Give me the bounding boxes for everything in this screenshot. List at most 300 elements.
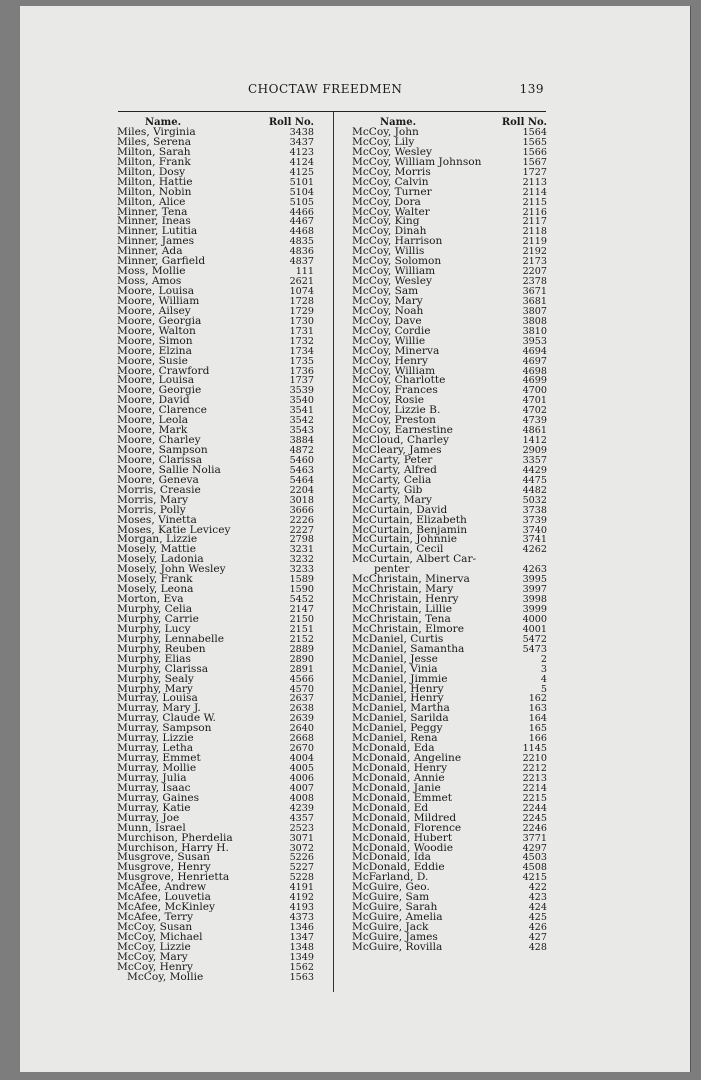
entry-roll-number: 3999 — [522, 604, 547, 615]
entry-roll-number: 4124 — [289, 156, 314, 168]
entry-name: McDonald, Ed — [352, 801, 429, 814]
entry-name: Moore, Louisa — [117, 374, 195, 387]
entry-name: McDonald, Annie — [352, 771, 445, 784]
entry-name: McDonald, Ida — [352, 851, 431, 864]
entry-name: Morgan, Lizzie — [117, 533, 198, 546]
entry-roll-number: 5228 — [289, 872, 314, 884]
entry-name: Moses, Vinetta — [117, 513, 197, 526]
entry-name: McFarland, D. — [352, 871, 429, 884]
entry-name: McCoy, Susan — [117, 921, 193, 933]
entry-name: McCoy, Solomon — [352, 255, 442, 268]
entry-roll-number: 3681 — [522, 295, 547, 307]
entry-name: McCoy, Noah — [352, 304, 424, 317]
entry-name: McCoy, William — [352, 364, 436, 377]
entry-roll-number: 3540 — [289, 395, 314, 407]
entry-roll-number: 422 — [528, 882, 547, 894]
entry-name: McDaniel, Jimmie — [352, 672, 448, 685]
entry-name: McCoy, John — [352, 126, 419, 138]
entry-roll-number: 1349 — [289, 951, 314, 963]
entry-roll-number: 426 — [528, 922, 547, 933]
entry-roll-number: 1074 — [289, 286, 314, 297]
entry-name: Moore, Sampson — [117, 444, 208, 456]
entry-name: Moore, Mark — [117, 424, 188, 437]
entry-name: McCoy, Morris — [352, 165, 431, 178]
entry-name: Minner, Tena — [117, 205, 188, 218]
entry-roll-number: 4861 — [522, 425, 547, 437]
entry-roll-number: 3771 — [522, 832, 547, 844]
entry-roll-number: 4872 — [289, 445, 314, 456]
entry-roll-number: 3810 — [522, 325, 547, 337]
entry-roll-number: 2173 — [522, 256, 547, 268]
entry-name: Musgrove, Susan — [117, 851, 210, 864]
roll-heading: Roll No. — [268, 117, 314, 128]
entry-roll-number: 111 — [295, 266, 314, 278]
entry-roll-number: 4429 — [522, 464, 547, 476]
header-rule — [118, 111, 546, 112]
entry-name: Murray, Joe — [117, 811, 180, 824]
entry-roll-number: 3738 — [522, 504, 547, 516]
entry-name: McCoy, Sam — [352, 285, 419, 297]
entry-roll-number: 2621 — [289, 276, 314, 288]
entry-roll-number: 2226 — [289, 514, 314, 526]
entry-name: McChristain, Elmore — [352, 622, 464, 635]
entry-roll-number: 3541 — [289, 405, 314, 417]
entry-roll-number: 4 — [540, 673, 547, 685]
entry-roll-number: 1564 — [522, 127, 547, 138]
entry-roll-number: 1737 — [289, 375, 314, 387]
entry-roll-number: 3741 — [522, 534, 547, 546]
entry-roll-number: 2523 — [289, 822, 314, 834]
entry-roll-number: 2147 — [289, 604, 314, 615]
entry-roll-number: 2116 — [522, 206, 547, 218]
entry-name: McCoy, King — [352, 215, 420, 228]
entry-name: Moss, Amos — [117, 275, 182, 288]
entry-name: Milton, Alice — [117, 195, 186, 208]
entry-name: McChristain, Henry — [352, 593, 459, 606]
entry-roll-number: 4005 — [289, 763, 314, 774]
entry-roll-number: 5463 — [289, 464, 314, 476]
entry-name: McChristain, Lillie — [352, 603, 452, 615]
entry-roll-number: 164 — [528, 713, 547, 725]
entry-roll-number: 4262 — [522, 544, 547, 556]
entry-roll-number: 166 — [528, 733, 547, 745]
entry-name: McCoy, Dave — [352, 314, 422, 327]
entry-roll-number: 424 — [528, 902, 547, 914]
right-column — [352, 118, 547, 953]
entry-name: McCoy, Rosie — [352, 394, 425, 407]
entry-roll-number: 4699 — [522, 375, 547, 387]
entry-roll-number: 2244 — [522, 802, 547, 814]
entry-roll-number: 4373 — [289, 912, 314, 924]
entry-name: McCoy, Minerva — [352, 344, 440, 357]
entry-name: McAfee, Terry — [117, 911, 194, 924]
entry-roll-number: 4698 — [522, 365, 547, 377]
entry-roll-number: 3437 — [289, 136, 314, 148]
entry-name: Moore, Clarissa — [117, 453, 203, 466]
entry-roll-number: 1566 — [522, 146, 547, 158]
entry-name: McCoy, Mary — [352, 294, 423, 307]
entry-name: McCloud, Charley — [352, 434, 449, 447]
entry-name: Murray, Louisa — [117, 692, 198, 705]
entry-roll-number: 4123 — [289, 146, 314, 158]
entry-roll-number: 1590 — [289, 584, 314, 596]
entry-roll-number: 2115 — [522, 196, 547, 208]
entry-roll-number: 1734 — [289, 345, 314, 357]
entry-name: McDonald, Mildred — [352, 811, 457, 824]
entry-roll-number: 4467 — [289, 216, 314, 228]
entry-roll-number: 4239 — [289, 802, 314, 814]
entry-name: McCarty, Gib — [352, 483, 423, 496]
entry-name: McDaniel, Vinia — [352, 662, 438, 675]
entry-name: McCurtain, Albert Car- — [352, 553, 477, 566]
entry-name: McCoy, Calvin — [352, 175, 429, 188]
entry-roll-number: 4694 — [522, 345, 547, 357]
entry-name: Murphy, Celia — [117, 603, 193, 615]
entry-name: McDonald, Eda — [352, 742, 435, 755]
entry-name: Mosely, Ladonia — [117, 553, 204, 566]
entry-roll-number: 5105 — [289, 196, 314, 208]
entry-name: Murphy, Carrie — [117, 612, 199, 625]
entry-roll-number: 4192 — [289, 892, 314, 904]
entry-roll-number: 1731 — [289, 325, 314, 337]
entry-roll-number: 5452 — [289, 594, 314, 606]
entry-roll-number: 2 — [540, 653, 547, 665]
entry-roll-number: 5104 — [289, 186, 314, 198]
entry-name: McCoy, Harrison — [352, 235, 443, 248]
entry-roll-number: 4508 — [522, 862, 547, 874]
entry-name: Murphy, Lucy — [117, 622, 191, 635]
entry-roll-number: 4193 — [289, 902, 314, 914]
entry-roll-number: 2214 — [522, 782, 547, 794]
entry-name: Moore, Leola — [117, 414, 189, 427]
left-entries — [117, 128, 314, 983]
entry-roll-number: 1735 — [289, 355, 314, 367]
entry-name: Minner, Garfield — [117, 255, 206, 268]
entry-roll-number: 3543 — [289, 425, 314, 437]
entry-roll-number: 2638 — [289, 703, 314, 715]
entry-roll-number: 3995 — [522, 574, 547, 586]
entry-name: Moore, Georgie — [117, 384, 202, 397]
entry-roll-number: 2378 — [522, 276, 547, 288]
entry-name: McCurtain, Johnnie — [352, 533, 458, 546]
entry-name: Murray, Lizzie — [117, 732, 194, 745]
entry-roll-number: 3666 — [289, 504, 314, 516]
entry-name: Morton, Eva — [117, 593, 184, 606]
entry-roll-number: 4297 — [522, 842, 547, 854]
entry-name: Moore, Geneva — [117, 473, 199, 486]
entry-roll-number: 3018 — [289, 494, 314, 506]
entry-roll-number: 1728 — [289, 295, 314, 307]
entry-name: McCoy, Charlotte — [352, 374, 446, 387]
entry-name: McAfee, Louvetia — [117, 891, 211, 904]
entry-roll-number: 4468 — [289, 226, 314, 238]
entry-roll-number: 4007 — [289, 782, 314, 794]
entry-roll-number: 2798 — [289, 534, 314, 546]
entry-name: Murphy, Reuben — [117, 642, 206, 655]
entry-name: Milton, Sarah — [117, 145, 191, 158]
entry-name: Moore, Ailsey — [117, 304, 191, 317]
entry-name: McChristain, Tena — [352, 612, 451, 625]
entry-roll-number: 2245 — [522, 812, 547, 824]
entry-roll-number: 4125 — [289, 166, 314, 178]
entry-name: McDonald, Florence — [352, 821, 462, 834]
entry-roll-number: 5464 — [289, 474, 314, 486]
entry-name: Murray, Mary J. — [117, 702, 201, 715]
entry-roll-number: 4835 — [289, 236, 314, 248]
entry-roll-number: 5 — [540, 683, 547, 695]
entry-roll-number: 4357 — [289, 812, 314, 824]
entry-roll-number: 2113 — [522, 176, 547, 188]
entry-roll-number: 2891 — [289, 663, 314, 675]
entry-roll-number: 2118 — [522, 226, 547, 238]
entry-name: McCoy, Willie — [352, 334, 426, 347]
entry-name: McCoy, Michael — [117, 930, 203, 943]
entry-roll-number: 3997 — [522, 584, 547, 596]
entry-name: McCurtain, David — [352, 503, 448, 516]
entry-roll-number: 1145 — [522, 743, 547, 755]
entry-name: McCarty, Mary — [352, 493, 433, 506]
entry-roll-number: 4006 — [289, 772, 314, 784]
entry-name: Murphy, Clarissa — [117, 662, 209, 675]
entry-roll-number: 4836 — [289, 246, 314, 258]
entry-roll-number: 1412 — [522, 435, 547, 447]
entry-roll-number: 3231 — [289, 544, 314, 556]
entry-roll-number: 3071 — [289, 832, 314, 844]
entry-name: McCoy, Cordie — [352, 324, 431, 337]
entry-roll-number: 3542 — [289, 415, 314, 427]
column-divider — [333, 112, 334, 992]
entry-name: McGuire, James — [352, 930, 438, 943]
entry-roll-number: 1589 — [289, 574, 314, 586]
entry-name: penter — [374, 563, 410, 576]
entry-name: Murphy, Lennabelle — [117, 632, 225, 645]
entry-name: Murray, Katie — [117, 801, 191, 814]
entry-name: McCoy, Turner — [352, 185, 432, 198]
entry-roll-number: 2639 — [289, 713, 314, 725]
entry-name: McGuire, Jack — [352, 921, 429, 933]
entry-roll-number: 4837 — [289, 256, 314, 268]
entry-name: McDaniel, Peggy — [352, 722, 443, 735]
entry-name: Murray, Letha — [117, 742, 194, 755]
entry-roll-number: 4566 — [289, 673, 314, 685]
entry-name: McDaniel, Henry — [352, 692, 444, 705]
entry-roll-number: 3232 — [289, 554, 314, 566]
entry-roll-number: 4482 — [522, 484, 547, 496]
entry-name: Mosely, Leona — [117, 583, 194, 596]
entry-name: McDaniel, Martha — [352, 702, 450, 715]
entry-name: Moore, William — [117, 294, 200, 307]
entry-name: Moore, Walton — [117, 324, 196, 337]
entry-name: McDonald, Eddie — [352, 861, 445, 874]
entry-roll-number: 4702 — [522, 405, 547, 417]
entry-roll-number: 2227 — [289, 524, 314, 536]
entry-roll-number: 2150 — [289, 613, 314, 625]
entry-roll-number: 1348 — [289, 941, 314, 953]
entry-name: McAfee, McKinley — [117, 901, 215, 914]
entry-roll-number: 3807 — [522, 305, 547, 317]
entry-roll-number: 2890 — [289, 653, 314, 665]
entry-name: McChristain, Mary — [352, 583, 454, 596]
entry-name: McChristain, Minerva — [352, 573, 470, 586]
entry-roll-number: 2640 — [289, 723, 314, 735]
entry-name: Murchison, Harry H. — [117, 841, 229, 854]
entry-name: McCoy, Lizzie B. — [352, 404, 441, 417]
entry-roll-number: 162 — [528, 693, 547, 705]
entry-roll-number: 1730 — [289, 315, 314, 327]
entry-name: Moore, Charley — [117, 434, 201, 447]
entry-name: Morris, Mary — [117, 493, 189, 506]
entry-name: Musgrove, Henrietta — [117, 871, 230, 884]
entry-name: McCoy, Walter — [352, 205, 430, 218]
entry-roll-number: 2670 — [289, 743, 314, 755]
entry-roll-number: 2210 — [522, 753, 547, 765]
entry-roll-number: 3 — [540, 663, 547, 675]
entry-roll-number: 4475 — [522, 474, 547, 486]
entry-roll-number: 1727 — [522, 166, 547, 178]
entry-roll-number: 3953 — [522, 335, 547, 347]
roll-heading: Roll No. — [501, 117, 547, 128]
entry-name: Miles, Serena — [117, 135, 192, 148]
roster-entry — [117, 970, 314, 983]
entry-name: Mosely, Mattie — [117, 543, 196, 556]
entry-name: Milton, Hattie — [117, 175, 193, 188]
entry-roll-number: 1563 — [289, 971, 314, 983]
entry-name: McAfee, Andrew — [117, 881, 207, 894]
entry-roll-number: 165 — [528, 723, 547, 735]
entry-name: McGuire, Rovilla — [352, 940, 443, 953]
entry-name: McCoy, Mary — [117, 950, 188, 963]
entry-name: McCoy, Lily — [352, 135, 415, 148]
entry-name: Milton, Dosy — [117, 165, 186, 178]
name-heading: Name. — [380, 117, 417, 128]
entry-roll-number: 428 — [528, 941, 547, 953]
entry-name: McCoy, Dora — [352, 195, 421, 208]
entry-roll-number: 2637 — [289, 693, 314, 705]
entry-roll-number: 3539 — [289, 385, 314, 397]
entry-roll-number: 2204 — [289, 484, 314, 496]
entry-roll-number: 4215 — [522, 872, 547, 884]
entry-name: Munn, Israel — [117, 821, 186, 834]
entry-name: Murchison, Pherdelia — [117, 831, 233, 844]
entry-roll-number: 5460 — [289, 454, 314, 466]
entry-name: Murray, Claude W. — [117, 712, 216, 725]
entry-name: Moore, Sallie Nolia — [117, 463, 221, 476]
entry-name: McDaniel, Jesse — [352, 652, 438, 665]
entry-name: McCoy, Earnestine — [352, 424, 453, 437]
entry-roll-number: 2213 — [522, 772, 547, 784]
entry-name: Murray, Julia — [117, 771, 187, 784]
entry-roll-number: 2246 — [522, 822, 547, 834]
entry-roll-number: 2909 — [522, 445, 547, 456]
entry-roll-number: 4701 — [522, 395, 547, 407]
entry-name: McCoy, Preston — [352, 414, 436, 427]
entry-roll-number: 1567 — [522, 156, 547, 168]
entry-name: Minner, Lutitia — [117, 225, 198, 238]
entry-name: McCoy, Wesley — [352, 145, 432, 158]
entry-roll-number: 3671 — [522, 286, 547, 297]
entry-name: McCurtain, Cecil — [352, 543, 444, 556]
entry-name: Milton, Frank — [117, 155, 191, 168]
entry-name: Moses, Katie Levicey — [117, 523, 231, 536]
entry-name: McDaniel, Sarilda — [352, 712, 449, 725]
entry-roll-number: 5473 — [522, 643, 547, 655]
entry-roll-number: 2215 — [522, 792, 547, 804]
left-column — [117, 118, 314, 983]
entry-roll-number: 4466 — [289, 206, 314, 218]
entry-name: Milton, Nobin — [117, 185, 192, 198]
entry-name: Moss, Mollie — [117, 265, 186, 278]
entry-name: Murphy, Mary — [117, 682, 193, 695]
entry-roll-number: 163 — [528, 703, 547, 715]
entry-roll-number: 2117 — [522, 216, 547, 228]
entry-roll-number: 2207 — [522, 266, 547, 278]
entry-roll-number: 4503 — [522, 852, 547, 864]
entry-name: Moore, Susie — [117, 354, 188, 367]
entry-name: McGuire, Sarah — [352, 901, 438, 914]
entry-name: McDaniel, Rena — [352, 732, 438, 745]
entry-name: McCurtain, Elizabeth — [352, 513, 467, 526]
entry-name: McCurtain, Benjamin — [352, 523, 468, 536]
entry-name: Minner, Ada — [117, 245, 183, 258]
entry-name: McCoy, Wesley — [352, 275, 432, 288]
entry-roll-number: 3739 — [522, 514, 547, 526]
entry-roll-number: 2668 — [289, 733, 314, 745]
entry-name: Moore, Georgia — [117, 314, 202, 327]
entry-roll-number: 2114 — [522, 186, 547, 198]
entry-name: McCoy, Henry — [117, 960, 193, 973]
entry-roll-number: 2152 — [289, 633, 314, 645]
entry-roll-number: 1562 — [289, 961, 314, 973]
entry-roll-number: 3740 — [522, 524, 547, 536]
entry-name: Murphy, Sealy — [117, 672, 194, 685]
entry-name: McDonald, Hubert — [352, 831, 453, 844]
entry-roll-number: 4700 — [522, 385, 547, 397]
entry-roll-number: 4001 — [522, 623, 547, 635]
entry-name: Moore, David — [117, 394, 190, 407]
entry-name: Musgrove, Henry — [117, 861, 211, 874]
entry-name: Mosely, Frank — [117, 573, 193, 586]
entry-name: McGuire, Amelia — [352, 911, 443, 924]
entry-roll-number: 1736 — [289, 365, 314, 377]
entry-name: McDonald, Janie — [352, 781, 441, 794]
entry-name: Moore, Crawford — [117, 364, 210, 377]
entry-roll-number: 5032 — [522, 494, 547, 506]
entry-roll-number: 4191 — [289, 882, 314, 894]
entry-roll-number: 1565 — [522, 136, 547, 148]
entry-name: McDaniel, Curtis — [352, 632, 444, 645]
entry-name: McCoy, William — [352, 265, 436, 278]
entry-roll-number: 4570 — [289, 683, 314, 695]
entry-name: McDonald, Henry — [352, 762, 448, 774]
entry-name: Murray, Sampson — [117, 722, 212, 735]
entry-name: Mosely, John Wesley — [117, 563, 226, 576]
entry-name: McCoy, Frances — [352, 384, 438, 397]
page-number: 139 — [519, 82, 544, 96]
entry-roll-number: 2889 — [289, 643, 314, 655]
entry-roll-number: 5227 — [289, 862, 314, 874]
entry-name: McCoy, William Johnson — [352, 155, 482, 168]
entry-roll-number: 3884 — [289, 435, 314, 447]
entry-name: Morris, Polly — [117, 503, 186, 516]
entry-roll-number: 2192 — [522, 246, 547, 258]
entry-roll-number: 4739 — [522, 415, 547, 427]
entry-roll-number: 3438 — [289, 127, 314, 138]
entry-name: McGuire, Sam — [352, 891, 430, 904]
entry-roll-number: 4008 — [289, 792, 314, 804]
entry-name: Moore, Elzina — [117, 344, 192, 357]
entry-roll-number: 427 — [528, 931, 547, 943]
entry-name: Moore, Simon — [117, 334, 193, 347]
